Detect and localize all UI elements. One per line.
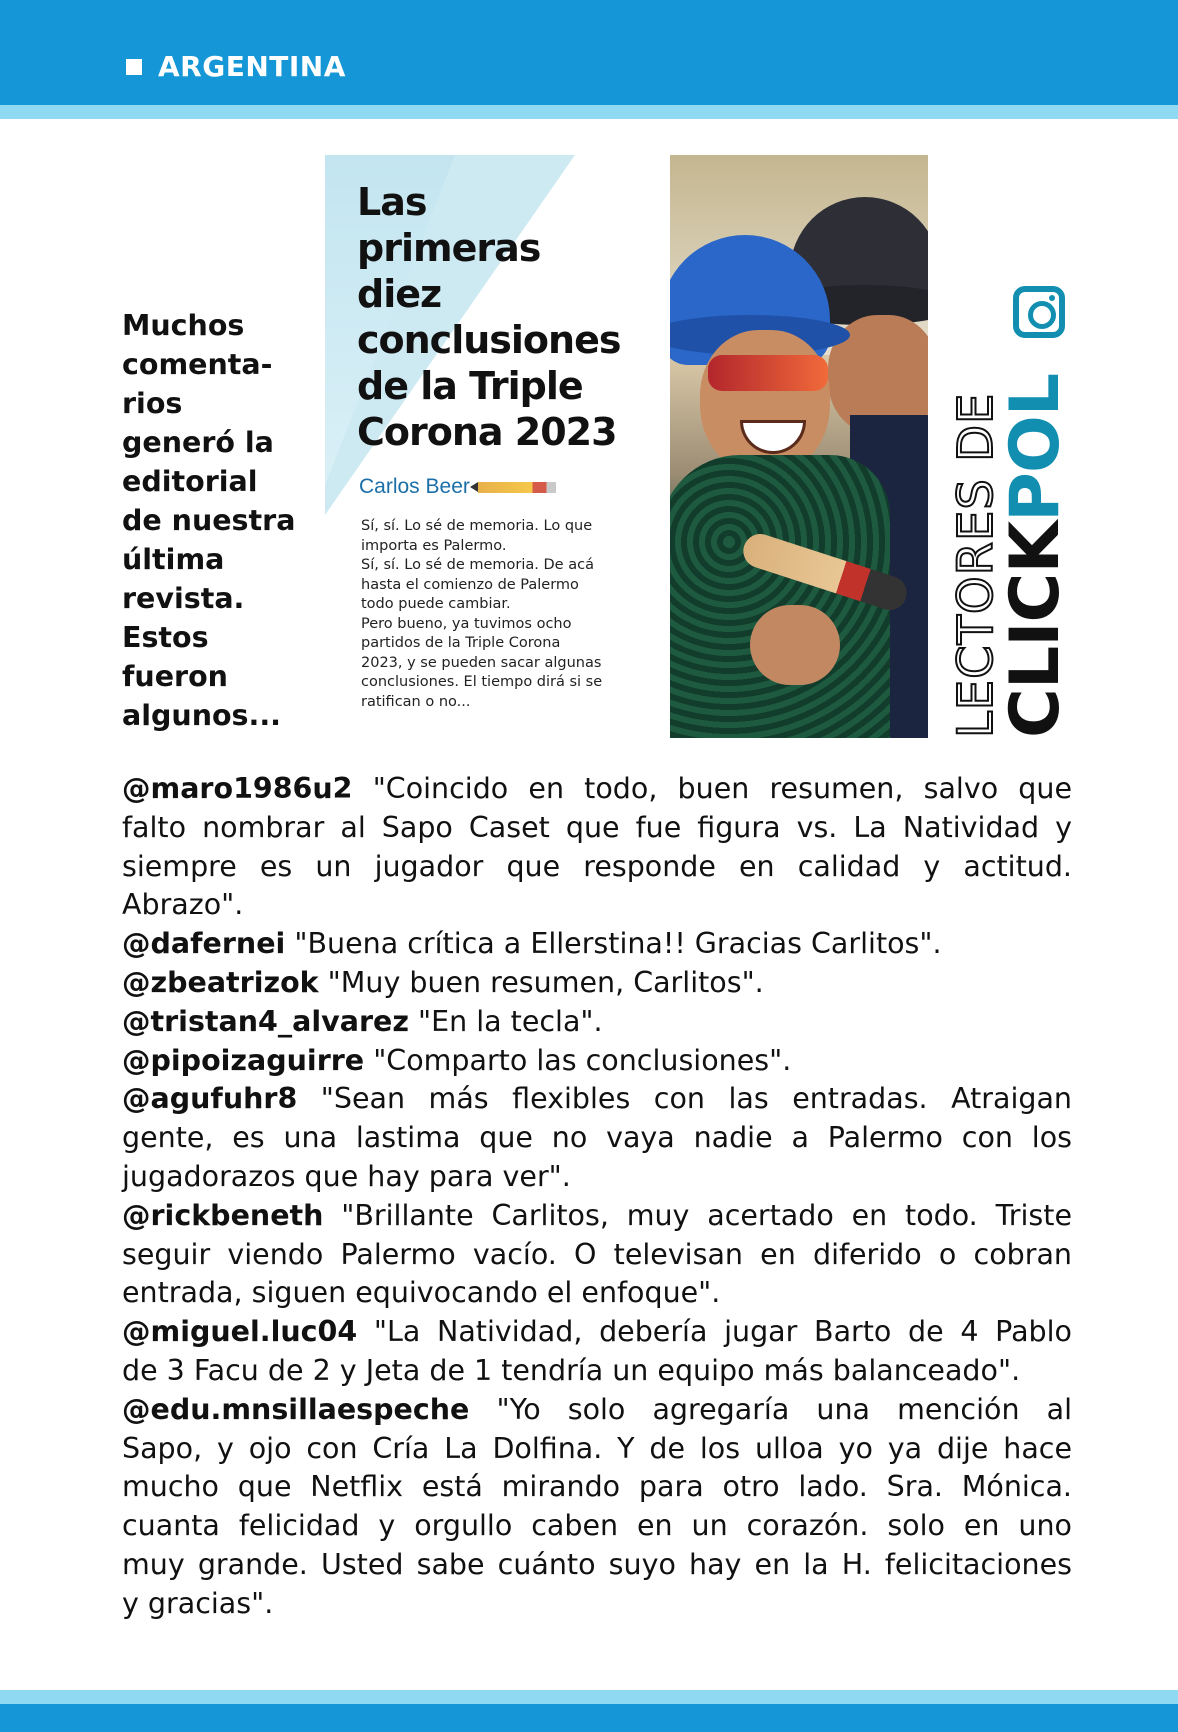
pencil-icon [478,482,556,493]
comment-text: mucho que Netflix está mirando para otro lado. Sra. Mónica. [122,1470,1072,1504]
article-author [359,475,556,499]
magazine-clipping [325,155,928,738]
excerpt-line: conclusiones. El tiempo dirá si se [361,674,603,690]
comment-line [122,1585,1072,1624]
comment-text: Sapo, y ojo con Cría La Dolfina. Y de los ulloa yo ya dije hace [122,1431,1072,1465]
comment-user: @zbeatrizok [122,965,319,999]
header-stripe [0,105,1178,119]
intro-text [122,306,312,735]
lectores-de-label: LECTORES DE [948,392,1004,738]
lectores-de-clickpolo-title [950,268,1080,738]
polo-players-photo [670,155,928,738]
intro-line: algunos... [122,699,282,732]
comment-text: "Muy buen resumen, Carlitos". [318,965,764,999]
intro-line: editorial [122,465,258,498]
excerpt-line: Pero bueno, ya tuvimos ocho [361,615,572,632]
comment-line [122,1352,1072,1391]
comment-text: "Coincido en todo, buen resumen, salvo que [352,772,1072,805]
comment-line [122,1158,1072,1197]
comment-user: @edu.mnsillaespeche [122,1392,470,1426]
comment-text: "Brillante Carlitos, muy acertado en todo. Triste [323,1198,1072,1232]
comment-text: de 3 Facu de 2 y Jeta de 1 tendría un equipo más balanceado". [122,1353,1021,1387]
comment-text: gente, es una lastima que no vaya nadie a Palermo con los [122,1121,1072,1155]
comment-text: "Sean más flexibles con las entradas. Atraigan [297,1082,1072,1116]
comment-line [122,848,1072,887]
section-title: ARGENTINA [158,50,346,83]
excerpt-line: Sí, sí. Lo sé de memoria. Lo que [361,518,593,534]
comment-text: "Yo solo agregaría una mención al [469,1392,1072,1426]
comment-line [122,925,1072,964]
square-bullet-icon [126,59,142,75]
footer-stripe [0,1690,1178,1704]
excerpt-line: ratifican o no... [361,693,471,710]
comment-text: jugadorazos que hay para ver". [122,1159,571,1193]
comment-text: muy grande. Usted sabe cuánto suyo hay en la H. felicitaciones [122,1547,1072,1581]
comment-line [122,1430,1072,1469]
excerpt-line: Sí, sí. Lo sé de memoria. De acá [361,557,594,573]
click-text: CLICK [996,521,1075,738]
footer-bar [0,1704,1178,1732]
comment-line [122,1080,1072,1119]
comment-user: @pipoizaguirre [122,1043,365,1077]
comment-user: @maro1986u2 [122,772,353,805]
comment-line [122,1468,1072,1507]
comment-line [122,1003,1072,1042]
intro-line: de nuestra [122,504,296,537]
article-excerpt [361,517,639,712]
camera-icon [1013,286,1065,338]
intro-line: fueron [122,660,228,693]
comment-line [122,1042,1072,1081]
comment-line [122,886,1072,925]
excerpt-line: partidos de la Triple Corona [361,635,561,651]
intro-line: Estos [122,621,209,654]
clickpolo-logo-text [996,373,1075,738]
comment-text: siempre es un jugador que responde en calidad y actitud. [122,849,1072,883]
comment-text: "En la tecla". [408,1004,603,1038]
excerpt-line: 2023, y se pueden sacar algunas [361,654,602,671]
intro-line: generó la [122,426,274,459]
intro-line: rios [122,387,183,420]
comment-line [122,1236,1072,1275]
excerpt-line: hasta el comienzo de Palermo [361,576,579,593]
comment-text: cuanta felicidad y orgullo caben en un corazón. solo en uno [122,1509,1072,1543]
article-title [357,179,647,455]
section-label [126,50,346,83]
comment-user: @miguel.luc04 [122,1315,358,1349]
comment-line [122,964,1072,1003]
article-title-line: de la Triple [357,364,583,408]
intro-line: última [122,543,225,576]
comment-user: @tristan4_alvarez [122,1004,409,1038]
pol-text: POL [996,373,1075,522]
comment-text: "La Natividad, debería jugar Barto de 4 Pablo [357,1315,1072,1349]
comment-text: seguir viendo Palermo vacío. O televisan en diferido o cobran [122,1237,1072,1271]
comment-user: @agufuhr8 [122,1082,298,1116]
comment-text: falto nombrar al Sapo Caset que fue figura vs. La Natividad y [122,810,1072,844]
article-title-line: primeras [357,226,541,270]
comment-text: "Buena crítica a Ellerstina!! Gracias Carlitos". [285,927,942,961]
comment-user: @rickbeneth [122,1198,324,1232]
excerpt-line: importa es Palermo. [361,537,507,554]
comment-line [122,1507,1072,1546]
excerpt-line: todo puede cambiar. [361,596,511,612]
comments-list [122,770,1072,1624]
comment-line [122,1313,1072,1352]
author-name: Carlos Beer [359,475,470,498]
comment-text: Abrazo". [122,888,244,922]
comment-line [122,809,1072,848]
intro-line: comenta- [122,348,273,381]
article-title-line: diez [357,272,442,316]
comment-line [122,770,1072,809]
comment-text: y gracias". [122,1586,274,1620]
comment-line [122,1119,1072,1158]
comment-line [122,1391,1072,1430]
comment-line [122,1274,1072,1313]
comment-line [122,1546,1072,1585]
article-title-line: conclusiones [357,318,621,362]
comment-text: "Comparto las conclusiones". [364,1043,792,1077]
article-title-line: Las [357,180,427,224]
intro-line: revista. [122,582,245,615]
comment-line [122,1197,1072,1236]
comment-user: @dafernei [122,927,286,961]
article-title-line: Corona 2023 [357,410,617,454]
comment-text: entrada, siguen equivocando el enfoque". [122,1276,721,1310]
intro-line: Muchos [122,309,245,342]
